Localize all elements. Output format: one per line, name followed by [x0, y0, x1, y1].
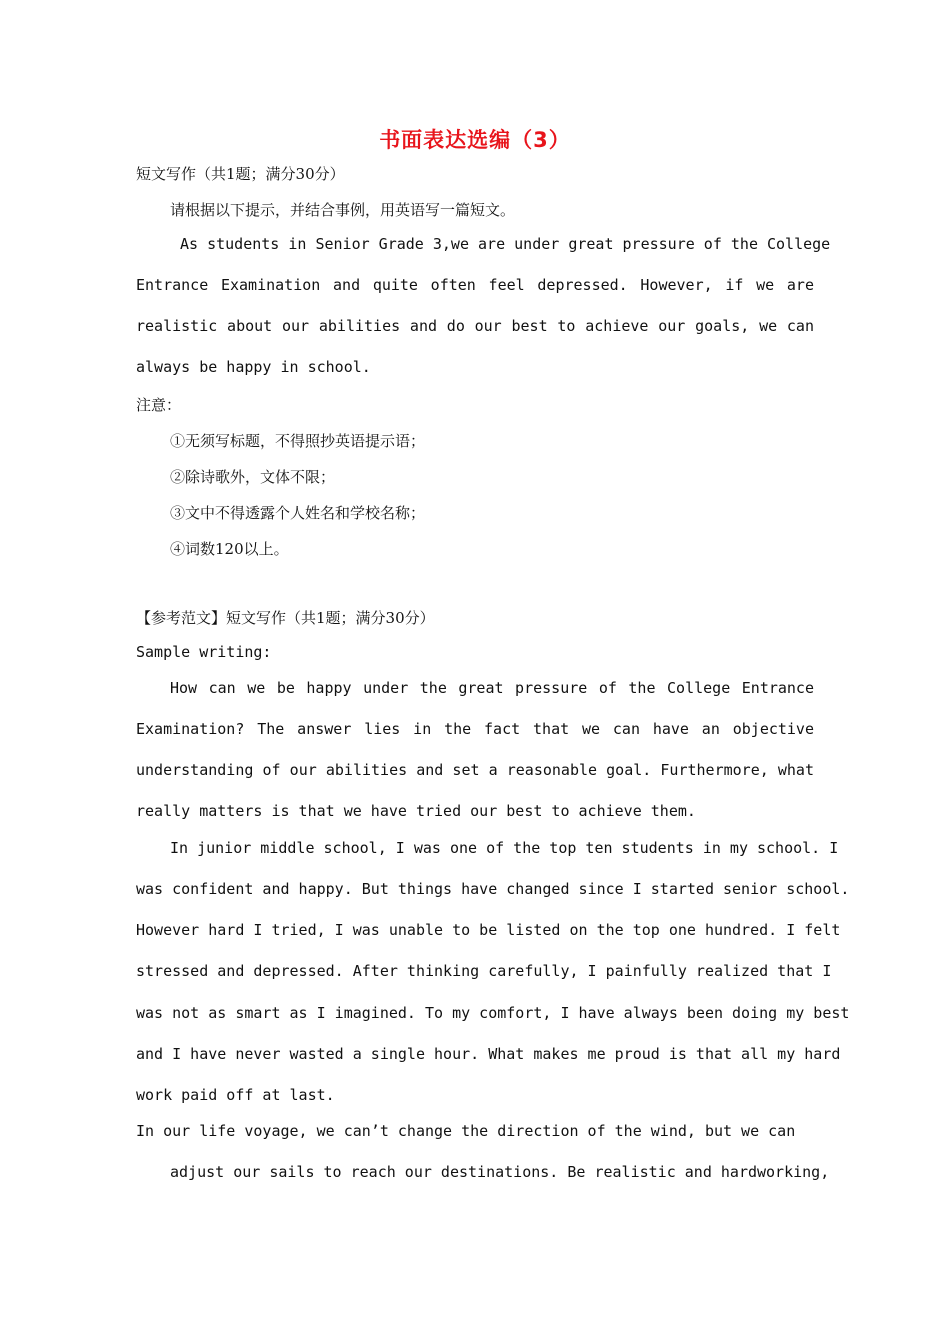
prompt-line: Entrance Examination and quite often feel depressed. However, if we are	[136, 276, 814, 294]
reference-header: 【参考范文】短文写作（共1题；满分30分）	[136, 609, 435, 627]
section-header: 短文写作（共1题；满分30分）	[136, 165, 345, 183]
sample-para2-line: stressed and depressed. After thinking carefully, I painfully realized that I	[136, 962, 832, 980]
note-item: ①无须写标题，不得照抄英语提示语；	[170, 432, 426, 450]
sample-label: Sample writing:	[136, 643, 272, 661]
note-item: ③文中不得透露个人姓名和学校名称；	[170, 504, 426, 522]
note-item: ④词数120以上。	[170, 540, 289, 558]
document-title: 书面表达选编（3）	[379, 128, 571, 152]
sample-para2-line: In junior middle school, I was one of the top ten students in my school. I	[170, 839, 839, 857]
sample-para1-line: Examination? The answer lies in the fact that we can have an objective	[136, 720, 814, 738]
prompt-line: realistic about our abilities and do our best to achieve our goals, we can	[136, 317, 814, 335]
sample-para1-line: understanding of our abilities and set a reasonable goal. Furthermore, what	[136, 761, 814, 779]
sample-para2-line: However hard I tried, I was unable to be listed on the top one hundred. I felt	[136, 921, 841, 939]
sample-para1-line: How can we be happy under the great pressure of the College Entrance	[170, 679, 814, 697]
note-item: ②除诗歌外，文体不限；	[170, 468, 336, 486]
sample-para1-line: really matters is that we have tried our best to achieve them.	[136, 802, 696, 820]
prompt-line: As students in Senior Grade 3,we are under great pressure of the College	[180, 235, 831, 253]
sample-para3-line: adjust our sails to reach our destinations. Be realistic and hardworking,	[170, 1163, 830, 1181]
instruction-text: 请根据以下提示，并结合事例，用英语写一篇短文。	[170, 201, 516, 219]
sample-para3-line: In our life voyage, we can’t change the direction of the wind, but we can	[136, 1122, 796, 1140]
sample-para2-line: work paid off at last.	[136, 1086, 335, 1104]
prompt-line: always be happy in school.	[136, 358, 371, 376]
sample-para2-line: was confident and happy. But things have changed since I started senior school.	[136, 880, 850, 898]
sample-para2-line: and I have never wasted a single hour. What makes me proud is that all my hard	[136, 1045, 841, 1063]
sample-para2-line: was not as smart as I imagined. To my comfort, I have always been doing my best	[136, 1004, 850, 1022]
notes-label: 注意：	[136, 396, 182, 414]
